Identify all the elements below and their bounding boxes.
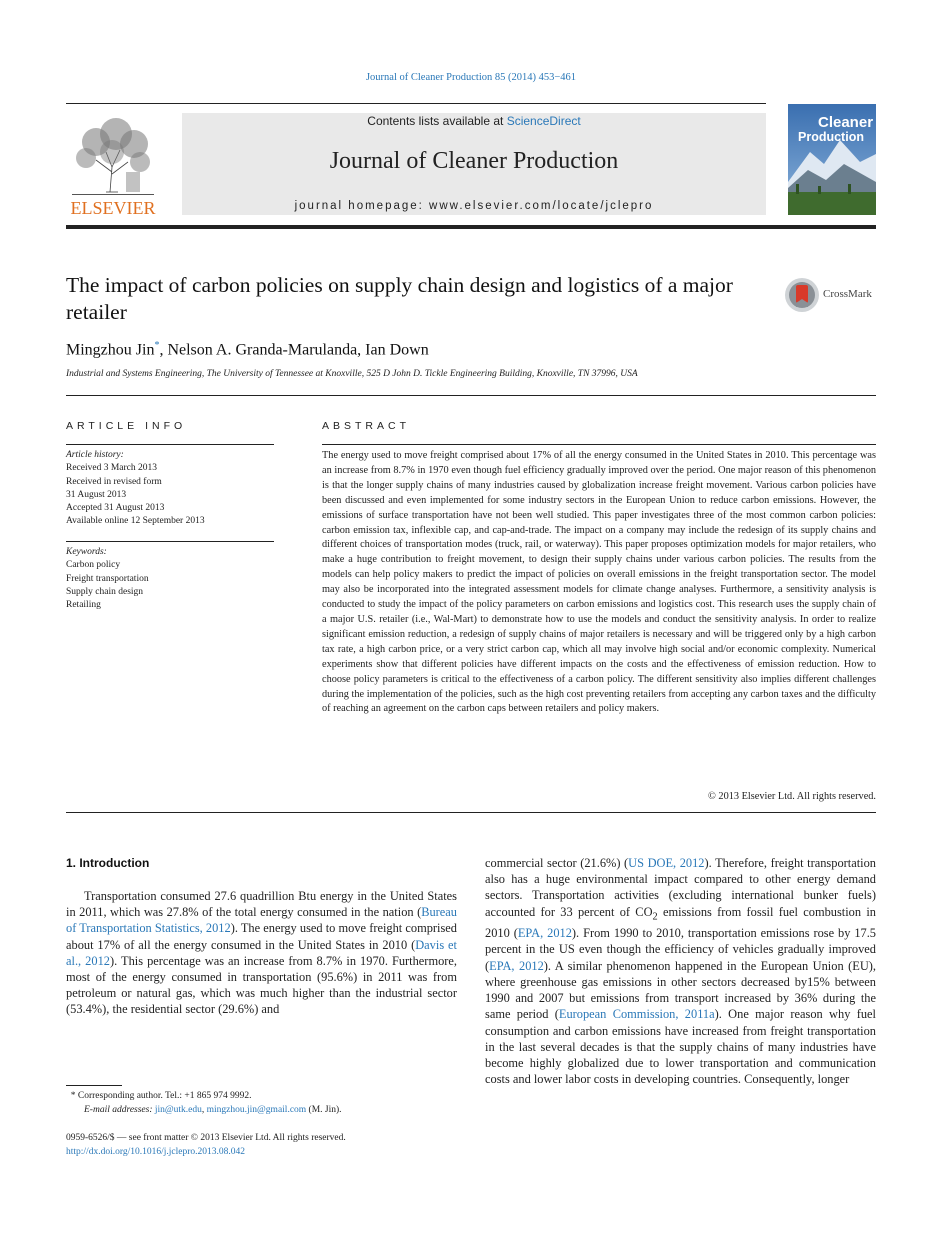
email-suffix: (M. Jin). [306,1105,342,1115]
elsevier-logo [66,112,160,220]
journal-cover-image [788,104,876,215]
header-rule [66,103,766,104]
abstract-heading: ABSTRACT [322,420,411,432]
elsevier-wordmark: ELSEVIER [70,198,156,218]
authors-line [66,340,429,359]
history-item: Received 3 March 2013 [66,463,158,474]
cover-title-line2: Production [798,130,864,144]
email-link[interactable]: jin@utk.edu [154,1105,202,1115]
footnote-rule [66,1085,122,1086]
keyword-item: Supply chain design [66,586,144,597]
keyword-item: Freight transportation [66,573,149,584]
keywords-rule [66,541,274,542]
abstract-rule [322,444,876,445]
footnote [66,1089,457,1117]
introduction-column-2 [485,855,876,1087]
citation-link[interactable]: US DOE, 2012 [628,856,705,870]
email-separator: , [201,1105,207,1115]
footnote-star: * [70,1091,76,1101]
article-history [66,449,205,529]
abstract-bottom-rule [66,812,876,813]
cover-title-line1: Cleaner [818,114,874,131]
doi-link[interactable]: http://dx.doi.org/10.1016/j.jclepro.2013.08.042 [66,1147,245,1157]
introduction-heading: 1. Introduction [66,856,150,870]
keyword-item: Carbon policy [66,560,121,571]
citation-link[interactable]: European Commission, 2011a [558,1007,715,1022]
journal-name: Journal of Cleaner Production [329,148,619,174]
body-text: ). This percentage was an increase from 8.7% in 1970. Furthermore, most of the energy consumed in transportation (95.6%) in 2011 was from petroleum or natural gas, which was much higher than the industrial sector (53.4%), the residential sector (29.6%) and [66,953,457,1017]
abstract-copyright: © 2013 Elsevier Ltd. All rights reserved. [708,791,876,802]
header-thick-rule [66,225,876,229]
crossmark-label: CrossMark [823,288,872,300]
email-line [66,1103,457,1117]
keywords-list [66,546,149,612]
sciencedirect-link[interactable]: ScienceDirect [506,114,581,128]
other-authors: , Nelson A. Granda-Marulanda, Ian Down [159,341,429,359]
email-link[interactable]: mingzhou.jin@gmail.com [206,1105,307,1115]
article-info-rule [66,444,274,445]
article-info-heading: ARTICLE INFO [66,420,187,432]
crossmark-badge[interactable] [784,277,884,313]
crossmark-icon [784,277,820,313]
body-text: emissions from fossil fuel combustion in 2010 ( [485,904,877,941]
history-item: 31 August 2013 [66,489,127,500]
citation-link[interactable]: Bureau of Transportation Statistics, 2012 [66,905,457,936]
article-title: The impact of carbon policies on supply chain design and logistics of a major retailer [66,273,733,324]
corresponding-author-marker[interactable]: * [154,340,160,351]
body-text: ). The energy used to move freight comprised about 17% of all the energy consumed in the United States in 2010 ( [66,921,457,952]
front-matter [66,1131,346,1159]
body-text: ). From 1990 to 2010, transportation emissions rose by 17.5 percent in the US even though the efficiency of vehicles gradually improved ( [485,926,877,973]
journal-homepage[interactable]: journal homepage: www.elsevier.com/locate/jclepro [294,200,654,212]
body-text: ). A similar phenomenon happened in the European Union (EU), where greenhouse gas emissions in other sectors decreased by15% between 1990 and 2007 but emissions from transport increased by 36% during the same period ( [485,958,876,1022]
corresponding-text: Corresponding author. Tel.: +1 865 974 9992. [75,1091,252,1101]
history-item: Accepted 31 August 2013 [66,503,165,514]
history-item: Available online 12 September 2013 [66,516,205,527]
keyword-item: Retailing [66,600,101,611]
affiliation: Industrial and Systems Engineering, The University of Tennessee at Knoxville, 525 D John D. Tickle Engineering Building, Knoxville, TN 37996, USA [66,369,638,379]
history-item: Received in revised form [66,476,162,487]
citation-link[interactable]: EPA, 2012 [489,958,544,973]
contents-line [182,114,766,128]
abstract-text: The energy used to move freight comprised about 17% of all the energy consumed in the United States in 2010. This percentage was an increase from 8.7% in 1970 even though fuel efficiency gradually improved over the period. One major reason of this phenomenon is that the longer supply chains of many industries caused by globalization increase freight movement. Various carbon policies have been discussed and even implemented for some industry sectors in the European Union to reduce carbon emissions. However, the emissions of surface transportation have not been well studied. This paper investigates three of the most common carbon policies: carbon emission tax, inflexible cap, and cap-and-trade. The impact on a company may include the redesign of its supply chains and different choices of transportation modes (truck, rail, or waterway). This paper proposes optimization models for major retailers, who make a huge contribution to freight movement, to design their supply chains under various carbon policies. The results from the models can help policy makers to predict the impact of policies on overall emissions in the freight transportation sector. The model may also be incorporated into the integrated assessment models for climate change analyses. Furthermore, a sensitivity analysis is conducted to study the impact of the policy parameters on carbon emissions and logistics cost. This research uses the supply chain of a major U.S. retailer (i.e., Wal-Mart) to demonstrate how to use the models and conduct the sensitivity analysis. In order to realize significant emission reduction, a redesign of supply chains of major retailers is necessary and will be triggered only by a high carbon tax rate, a high carbon price, or a very strict carbon cap, which all may involve high social and/or economic complexity. Numerical experiments show that different policies have different impacts on the costs and the effectiveness of emission reduction. How to choose policy parameters is critical to the effectiveness of a carbon policy. The different sensitivity also implies different challenges during the implementation of the policies, such as the high cost preventing retailers from accepting any carbon taxes and the difficulty of reaching an agreement on the carbon caps between retailers and policy makers. [322,450,876,715]
section-rule [66,395,876,396]
author-jin: Mingzhou Jin [66,341,155,359]
body-text: ). One major reason why fuel consumption and carbon emissions have increased from freight transportation in the last several decades is that the supply chains of many industries have become highly globalized due to lower transportation and communication costs and lower labor costs in developing countries. Consequently, longer [485,1007,876,1087]
article-history-label: Article history: [66,450,124,460]
journal-citation-link[interactable]: Journal of Cleaner Production 85 (2014) 453−461 [365,72,577,83]
citation-link[interactable]: Davis et al., 2012 [66,937,457,968]
issn-line: 0959-6526/$ — see front matter © 2013 Elsevier Ltd. All rights reserved. [66,1133,346,1143]
body-text: commercial sector (21.6%) ( [485,856,629,870]
subscript: 2 [652,911,658,923]
body-text: Transportation consumed 27.6 quadrillion Btu energy in the United States in 2011, which was 27.8% of the total energy consumed in the nation ( [66,889,457,920]
body-text: ). Therefore, freight transportation also has a huge environmental impact compared to other energy demand sectors. Transportation activities (excluding international bunker fuels) accounted for 33 percent of CO [485,856,876,919]
keywords-label: Keywords: [66,547,107,557]
email-label: E-mail addresses: [84,1105,153,1115]
corresponding-author-note [66,1089,457,1103]
introduction-column-1 [66,888,457,1018]
citation-link[interactable]: EPA, 2012 [517,926,572,941]
contents-prefix: Contents lists available at [367,114,507,128]
